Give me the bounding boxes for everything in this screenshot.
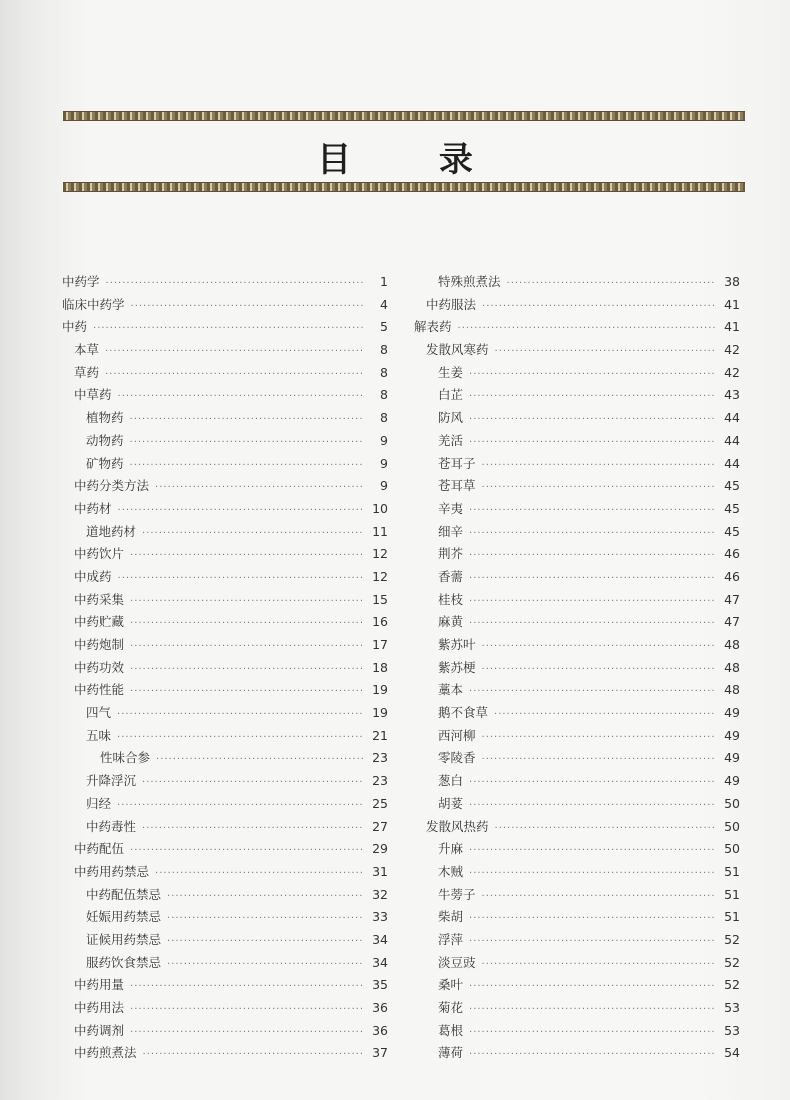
toc-entry-label: 中药配伍	[74, 841, 125, 857]
toc-entry	[414, 408, 740, 431]
toc-entry	[414, 930, 740, 953]
toc-entry	[62, 431, 388, 454]
decorative-border-bottom	[63, 182, 745, 192]
toc-entry-page-number: 51	[724, 909, 740, 925]
dot-leader	[469, 686, 716, 697]
dot-leader	[142, 777, 364, 788]
toc-entry-label: 苍耳子	[438, 455, 476, 471]
toc-entry	[62, 385, 388, 408]
dot-leader	[469, 868, 716, 879]
toc-entry-label: 解表药	[414, 319, 452, 335]
dot-leader	[117, 709, 364, 720]
toc-entry	[62, 794, 388, 817]
toc-entry	[414, 975, 740, 998]
toc-entry-label: 薄荷	[438, 1045, 464, 1061]
toc-entry	[414, 340, 740, 363]
dot-leader	[130, 1027, 364, 1038]
toc-entry	[414, 567, 740, 590]
toc-entry-label: 香薷	[438, 568, 464, 584]
toc-entry	[62, 930, 388, 953]
toc-entry	[414, 635, 740, 658]
toc-entry-page-number: 8	[380, 387, 388, 403]
toc-entry	[62, 771, 388, 794]
dot-leader	[118, 391, 364, 402]
toc-entry-label: 桂枝	[438, 591, 464, 607]
toc-entry-label: 苍耳草	[438, 478, 476, 494]
toc-entry	[62, 975, 388, 998]
toc-entry-label: 发散风热药	[426, 818, 489, 834]
toc-entry-label: 中药服法	[426, 296, 477, 312]
toc-entry-label: 零陵香	[438, 750, 476, 766]
dot-leader	[482, 641, 716, 652]
toc-entry-page-number: 19	[372, 705, 388, 721]
toc-entry-page-number: 8	[380, 342, 388, 358]
toc-entry-label: 胡荽	[438, 795, 464, 811]
dot-leader	[469, 528, 716, 539]
dot-leader	[495, 823, 716, 834]
toc-entry-page-number: 31	[372, 863, 388, 879]
toc-entry	[414, 476, 740, 499]
toc-entry-page-number: 10	[372, 500, 388, 516]
toc-entry	[414, 1043, 740, 1066]
toc-entry	[62, 703, 388, 726]
dot-leader	[469, 800, 716, 811]
toc-entry	[62, 317, 388, 340]
toc-entry-label: 特殊煎煮法	[438, 274, 501, 289]
toc-entry-page-number: 21	[372, 727, 388, 743]
toc-entry-page-number: 48	[724, 682, 740, 698]
dot-leader	[105, 346, 364, 357]
dot-leader	[167, 913, 364, 924]
toc-entry-page-number: 45	[724, 523, 740, 539]
toc-entry-page-number: 29	[372, 841, 388, 857]
dot-leader	[155, 868, 364, 879]
dot-leader	[118, 573, 364, 584]
toc-entry	[414, 839, 740, 862]
dot-leader	[117, 732, 364, 743]
dot-leader	[494, 709, 716, 720]
toc-entry-page-number: 5	[380, 319, 388, 335]
toc-entry	[414, 363, 740, 386]
toc-entry	[414, 885, 740, 908]
toc-entry-page-number: 46	[724, 568, 740, 584]
toc-entry-page-number: 53	[724, 1000, 740, 1015]
toc-entry	[62, 590, 388, 613]
toc-entry-label: 五味	[86, 727, 112, 743]
toc-entry-page-number: 48	[724, 659, 740, 675]
toc-entry	[62, 998, 388, 1021]
toc-entry-page-number: 54	[724, 1045, 740, 1061]
dot-leader	[469, 573, 716, 584]
toc-entry-page-number: 4	[380, 296, 388, 312]
dot-leader	[469, 391, 716, 402]
dot-leader	[130, 845, 364, 856]
toc-entry-page-number: 9	[380, 455, 388, 471]
toc-entry-label: 妊娠用药禁忌	[86, 909, 162, 925]
toc-entry	[62, 885, 388, 908]
dot-leader	[130, 641, 364, 652]
toc-entry-page-number: 52	[724, 977, 740, 993]
toc-entry-page-number: 15	[372, 591, 388, 607]
toc-entry-label: 辛夷	[438, 500, 464, 516]
dot-leader	[482, 664, 716, 675]
dot-leader	[482, 891, 716, 902]
toc-entry	[62, 408, 388, 431]
toc-entry-page-number: 46	[724, 546, 740, 562]
toc-entry	[62, 476, 388, 499]
toc-entry-page-number: 35	[372, 977, 388, 993]
toc-entry-label: 服药饮食禁忌	[86, 954, 162, 970]
toc-entry-page-number: 49	[724, 705, 740, 721]
toc-entry	[414, 612, 740, 635]
dot-leader	[469, 845, 716, 856]
toc-entry	[414, 431, 740, 454]
toc-entry-label: 紫苏叶	[438, 637, 476, 652]
dot-leader	[155, 482, 364, 493]
toc-entry-label: 中草药	[74, 387, 112, 403]
toc-entry	[414, 862, 740, 885]
toc-entry-page-number: 8	[380, 364, 388, 380]
dot-leader	[469, 936, 716, 947]
toc-entry-label: 矿物药	[86, 455, 124, 471]
toc-entry	[414, 317, 740, 340]
toc-entry-page-number: 49	[724, 727, 740, 743]
toc-entry-label: 升麻	[438, 841, 464, 857]
toc-entry-label: 葛根	[438, 1022, 464, 1038]
toc-entry-label: 中药贮藏	[74, 614, 125, 630]
toc-entry-label: 动物药	[86, 432, 124, 448]
toc-entry-page-number: 52	[724, 954, 740, 970]
toc-entry-page-number: 41	[724, 296, 740, 312]
toc-entry-page-number: 1	[380, 274, 388, 289]
toc-entry	[414, 998, 740, 1021]
toc-entry-page-number: 51	[724, 886, 740, 902]
page-title: 目 录	[317, 140, 511, 180]
toc-entry-page-number: 33	[372, 909, 388, 925]
toc-entry	[62, 635, 388, 658]
toc-entry-page-number: 23	[372, 773, 388, 789]
toc-entry-page-number: 44	[724, 432, 740, 448]
toc-entry-page-number: 52	[724, 931, 740, 947]
toc-entry-page-number: 25	[372, 795, 388, 811]
toc-entry	[62, 363, 388, 386]
toc-entry-page-number: 47	[724, 614, 740, 630]
toc-entry-label: 中药功效	[74, 659, 125, 675]
toc-entry	[62, 726, 388, 749]
dot-leader	[469, 1027, 716, 1038]
toc-entry-label: 中药	[62, 319, 88, 335]
toc-entry-page-number: 36	[372, 1000, 388, 1015]
toc-entry	[62, 340, 388, 363]
dot-leader	[93, 323, 364, 334]
toc-entry-page-number: 49	[724, 773, 740, 789]
dot-leader	[469, 369, 716, 380]
toc-entry-page-number: 34	[372, 931, 388, 947]
dot-leader	[130, 437, 364, 448]
toc-entry-label: 中药毒性	[86, 818, 137, 834]
dot-leader	[469, 550, 716, 561]
toc-entry	[62, 1043, 388, 1066]
dot-leader	[469, 414, 716, 425]
toc-entry-label: 中药调剂	[74, 1022, 125, 1038]
toc-entry-label: 牛蒡子	[438, 886, 476, 902]
toc-entry-page-number: 27	[372, 818, 388, 834]
dot-leader	[142, 528, 364, 539]
toc-entry-label: 鹅不食草	[438, 705, 489, 721]
toc-entry	[414, 680, 740, 703]
dot-leader	[469, 1004, 716, 1015]
toc-entry-label: 中成药	[74, 568, 112, 584]
toc-entry-page-number: 12	[372, 568, 388, 584]
toc-entry	[62, 817, 388, 840]
dot-leader	[117, 800, 364, 811]
toc-entry-label: 归经	[86, 795, 112, 811]
toc-entry-label: 白芷	[438, 387, 464, 403]
toc-entry-label: 羌活	[438, 432, 464, 448]
toc-entry-label: 防风	[438, 410, 464, 426]
toc-entry	[414, 272, 740, 295]
toc-entry	[62, 544, 388, 567]
toc-entry	[414, 454, 740, 477]
dot-leader	[469, 1049, 716, 1060]
toc-entry-label: 中药用药禁忌	[74, 863, 150, 879]
toc-entry	[62, 612, 388, 635]
dot-leader	[482, 732, 716, 743]
dot-leader	[130, 618, 364, 629]
toc-entry-label: 植物药	[86, 410, 124, 426]
toc-entry-label: 菊花	[438, 1000, 464, 1015]
toc-entry-label: 道地药材	[86, 523, 137, 539]
dot-leader	[130, 596, 364, 607]
toc-entry-page-number: 43	[724, 387, 740, 403]
dot-leader	[482, 482, 716, 493]
toc-entry-page-number: 42	[724, 364, 740, 380]
toc-entry-page-number: 12	[372, 546, 388, 562]
dot-leader	[142, 823, 364, 834]
toc-entry-page-number: 17	[372, 637, 388, 652]
toc-entry-page-number: 48	[724, 637, 740, 652]
dot-leader	[156, 754, 364, 765]
toc-entry	[62, 522, 388, 545]
dot-leader	[167, 959, 364, 970]
toc-entry-label: 荆芥	[438, 546, 464, 562]
toc-entry-page-number: 49	[724, 750, 740, 766]
toc-entry-label: 浮萍	[438, 931, 464, 947]
toc-entry	[414, 794, 740, 817]
toc-entry-label: 中药用量	[74, 977, 125, 993]
toc-entry-label: 草药	[74, 364, 100, 380]
toc-entry	[414, 544, 740, 567]
toc-entry-page-number: 44	[724, 455, 740, 471]
toc-entry-label: 藁本	[438, 682, 464, 698]
toc-entry	[414, 907, 740, 930]
toc-entry-page-number: 37	[372, 1045, 388, 1061]
toc-entry	[62, 658, 388, 681]
toc-entry-label: 中药炮制	[74, 637, 125, 652]
dot-leader	[130, 664, 364, 675]
toc-entry-label: 中药分类方法	[74, 478, 150, 494]
toc-entry-page-number: 11	[372, 523, 388, 539]
toc-entry-label: 中药材	[74, 500, 112, 516]
toc-entry-label: 发散风寒药	[426, 342, 489, 358]
dot-leader	[118, 505, 364, 516]
toc-entry	[414, 522, 740, 545]
toc-entry-page-number: 38	[724, 274, 740, 289]
toc-entry	[414, 953, 740, 976]
toc-entry-page-number: 23	[372, 750, 388, 766]
toc-entry	[62, 907, 388, 930]
toc-entry-page-number: 50	[724, 818, 740, 834]
toc-entry-label: 性味合参	[100, 750, 151, 766]
toc-entry-page-number: 9	[380, 432, 388, 448]
toc-entry-label: 麻黄	[438, 614, 464, 630]
toc-entry	[62, 454, 388, 477]
dot-leader	[482, 959, 716, 970]
toc-entry	[62, 567, 388, 590]
dot-leader	[167, 891, 364, 902]
toc-entry-page-number: 42	[724, 342, 740, 358]
dot-leader	[469, 777, 716, 788]
toc-entry	[414, 658, 740, 681]
toc-entry-page-number: 16	[372, 614, 388, 630]
toc-entry-page-number: 50	[724, 841, 740, 857]
toc-entry	[414, 771, 740, 794]
toc-entry-page-number: 34	[372, 954, 388, 970]
toc-entry	[62, 862, 388, 885]
toc-entry-label: 中药饮片	[74, 546, 125, 562]
toc-entry-label: 柴胡	[438, 909, 464, 925]
toc-entry	[62, 748, 388, 771]
dot-leader	[482, 301, 716, 312]
toc-entry-label: 四气	[86, 705, 112, 721]
toc-entry-label: 细辛	[438, 523, 464, 539]
toc-entry	[414, 385, 740, 408]
toc-entry-page-number: 47	[724, 591, 740, 607]
toc-entry-label: 木贼	[438, 863, 464, 879]
toc-entry-label: 中药配伍禁忌	[86, 886, 162, 902]
dot-leader	[469, 913, 716, 924]
toc-entry-page-number: 18	[372, 659, 388, 675]
dot-leader	[130, 550, 364, 561]
toc-entry	[414, 817, 740, 840]
toc-entry-label: 中药性能	[74, 682, 125, 698]
toc-entry	[414, 748, 740, 771]
toc-entry-label: 中药煎煮法	[74, 1045, 137, 1061]
dot-leader	[130, 1004, 364, 1015]
toc-entry-page-number: 36	[372, 1022, 388, 1038]
dot-leader	[458, 323, 716, 334]
dot-leader	[130, 460, 364, 471]
dot-leader	[507, 278, 716, 289]
dot-leader	[106, 278, 364, 289]
toc-entry-page-number: 51	[724, 863, 740, 879]
toc-entry	[62, 680, 388, 703]
toc-entry	[62, 1021, 388, 1044]
toc-entry-page-number: 19	[372, 682, 388, 698]
toc-entry-label: 本草	[74, 342, 100, 358]
toc-entry	[414, 1021, 740, 1044]
toc-entry	[62, 295, 388, 318]
toc-entry	[62, 272, 388, 295]
toc-entry-label: 中药学	[62, 274, 100, 289]
toc-entry	[414, 726, 740, 749]
toc-entry-page-number: 8	[380, 410, 388, 426]
toc-entry	[62, 839, 388, 862]
dot-leader	[130, 981, 364, 992]
toc-entry-page-number: 50	[724, 795, 740, 811]
dot-leader	[469, 505, 716, 516]
toc-column-left	[62, 272, 388, 1066]
dot-leader	[131, 301, 364, 312]
dot-leader	[469, 618, 716, 629]
toc-entry-page-number: 41	[724, 319, 740, 335]
dot-leader	[495, 346, 716, 357]
toc-entry-label: 升降浮沉	[86, 773, 137, 789]
dot-leader	[105, 369, 364, 380]
dot-leader	[482, 460, 716, 471]
dot-leader	[130, 686, 364, 697]
toc-entry	[414, 295, 740, 318]
toc-entry	[414, 499, 740, 522]
toc-column-right	[414, 272, 740, 1066]
toc-entry	[414, 590, 740, 613]
toc-entry-page-number: 45	[724, 500, 740, 516]
toc-entry-label: 葱白	[438, 773, 464, 789]
toc-entry-label: 中药用法	[74, 1000, 125, 1015]
toc-entry-label: 证候用药禁忌	[86, 931, 162, 947]
toc-entry-label: 桑叶	[438, 977, 464, 993]
toc-entry-label: 紫苏梗	[438, 659, 476, 675]
dot-leader	[167, 936, 364, 947]
toc-entry-label: 中药采集	[74, 591, 125, 607]
toc-entry-page-number: 53	[724, 1022, 740, 1038]
toc-entry-label: 临床中药学	[62, 296, 125, 312]
dot-leader	[469, 437, 716, 448]
toc-entry	[414, 703, 740, 726]
dot-leader	[130, 414, 364, 425]
dot-leader	[143, 1049, 364, 1060]
toc-entry-page-number: 32	[372, 886, 388, 902]
toc-entry-page-number: 9	[380, 478, 388, 494]
toc-entry	[62, 499, 388, 522]
dot-leader	[482, 754, 716, 765]
dot-leader	[469, 596, 716, 607]
dot-leader	[469, 981, 716, 992]
toc-entry-page-number: 44	[724, 410, 740, 426]
toc-entry-label: 生姜	[438, 364, 464, 380]
toc-entry	[62, 953, 388, 976]
toc-entry-label: 淡豆豉	[438, 954, 476, 970]
toc-entry-page-number: 45	[724, 478, 740, 494]
decorative-border-top	[63, 111, 745, 121]
toc-entry-label: 西河柳	[438, 727, 476, 743]
